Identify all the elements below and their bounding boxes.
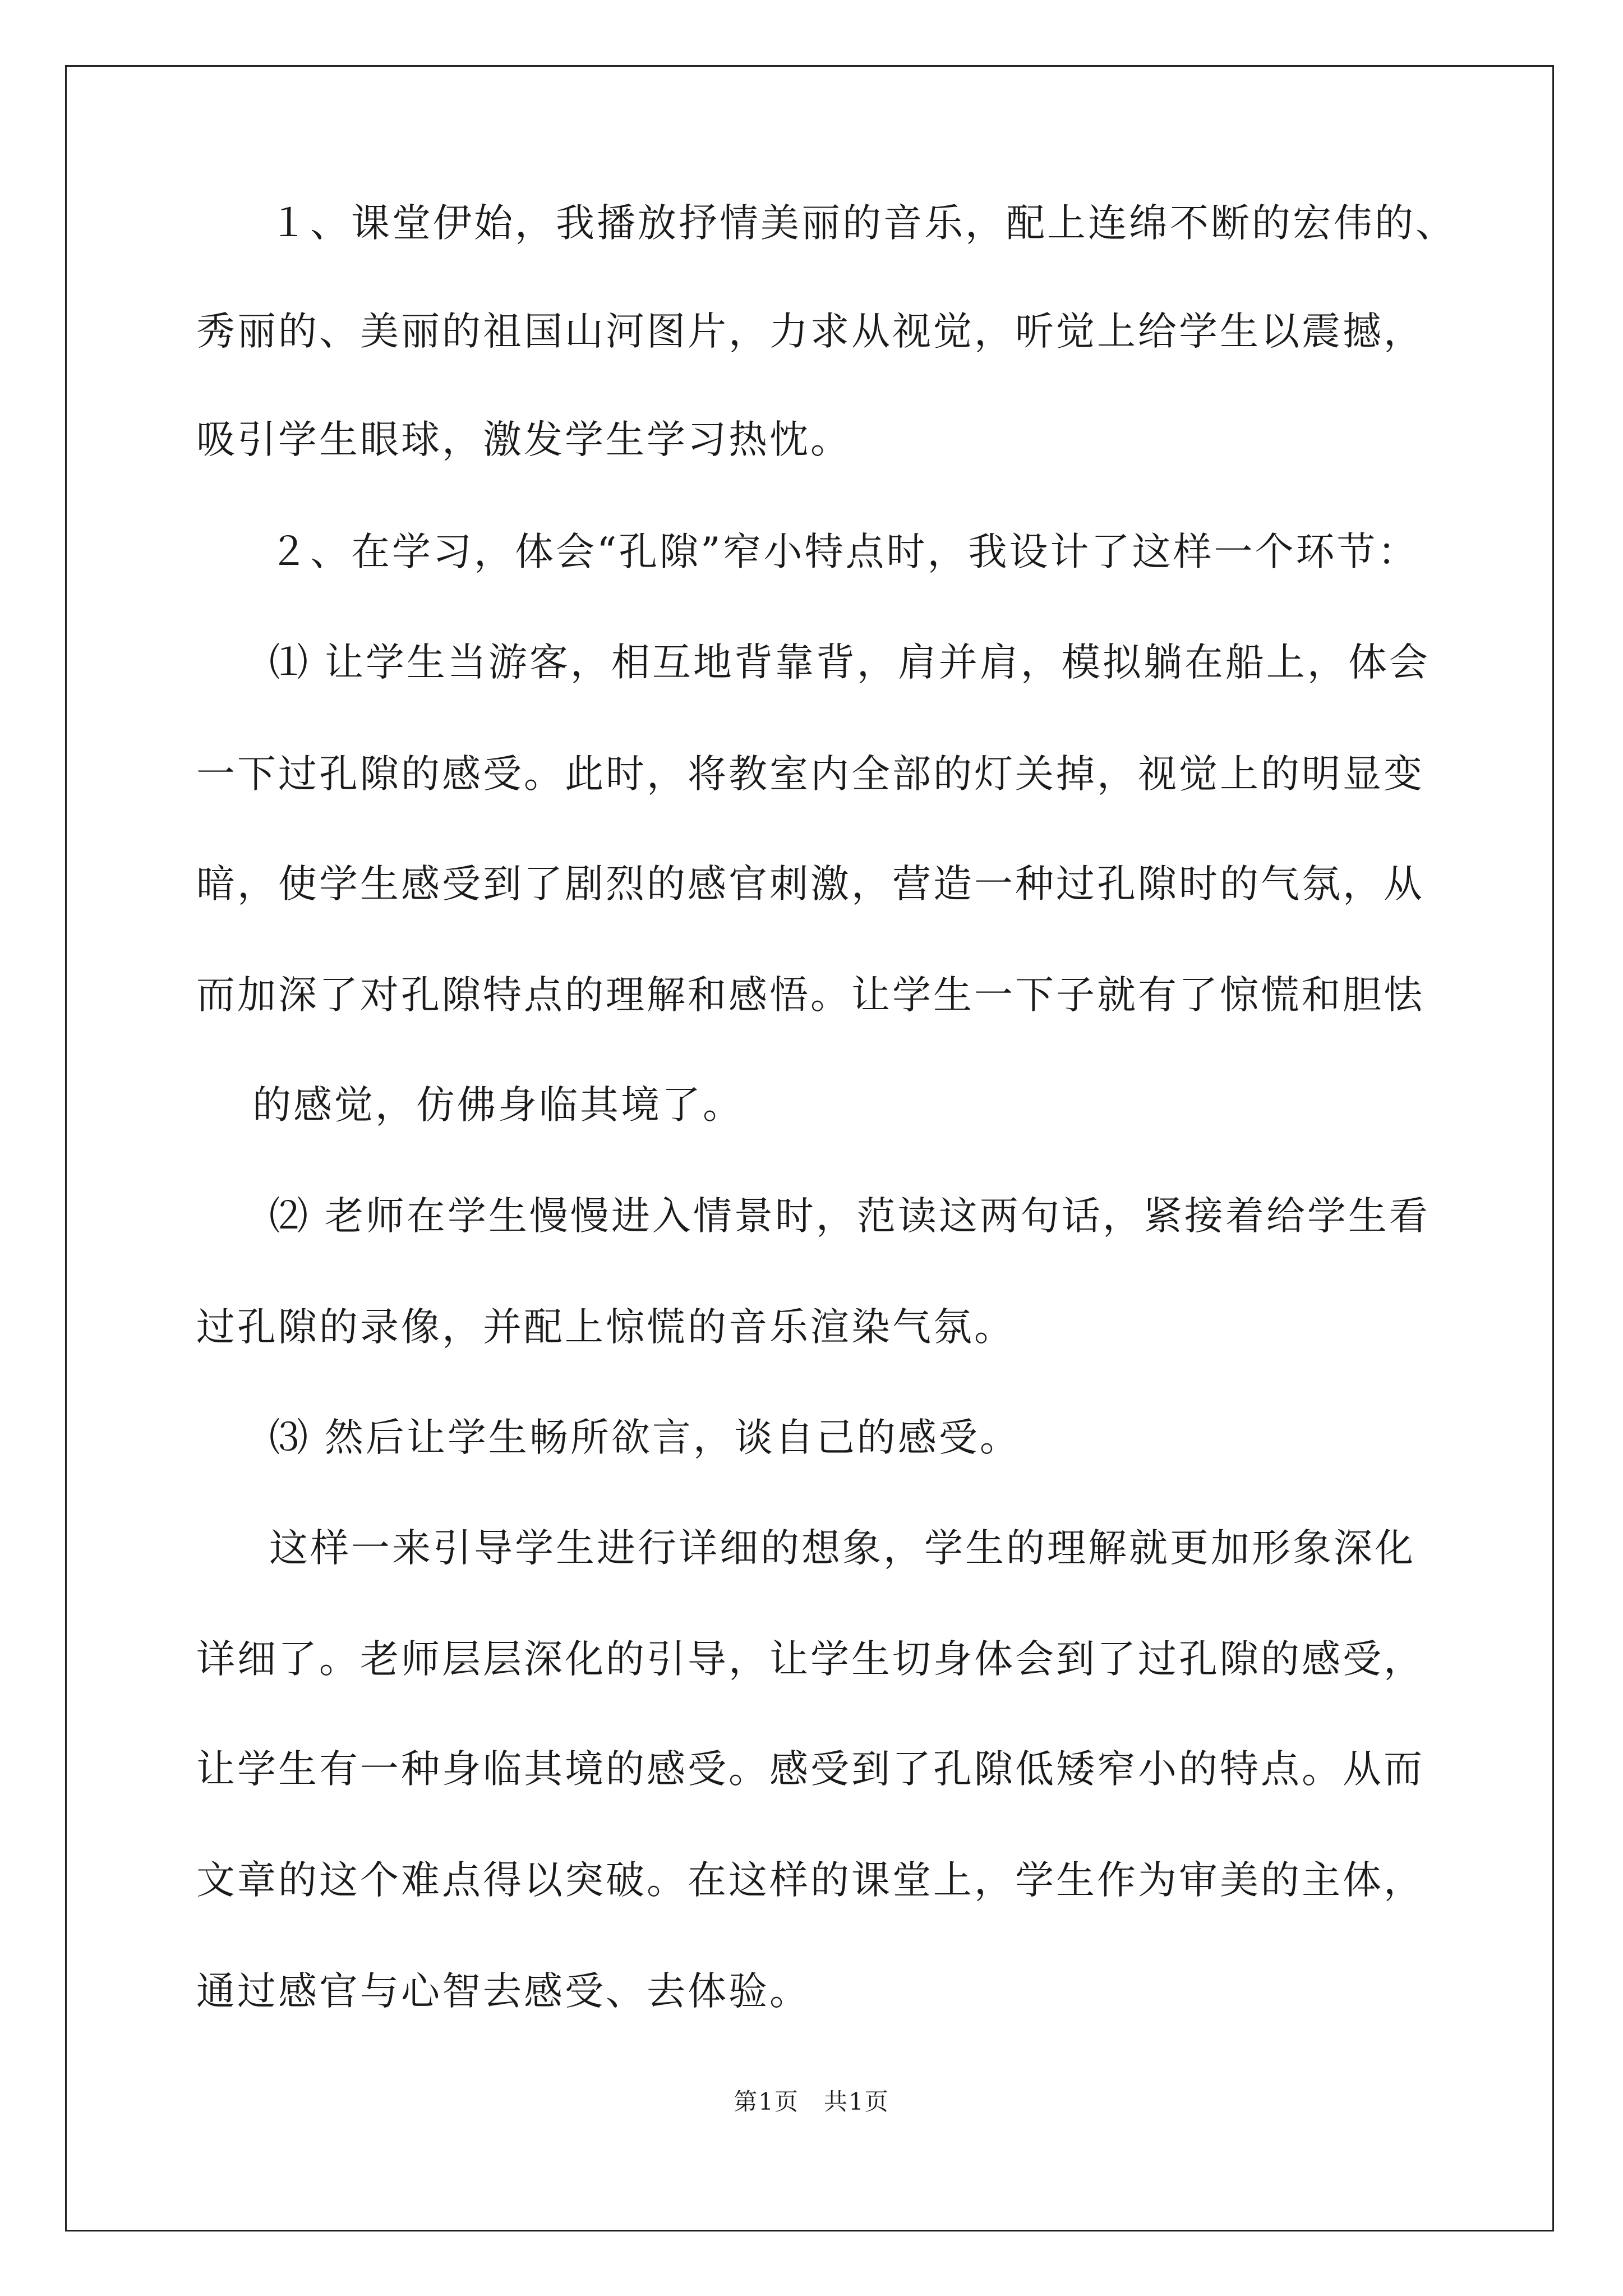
item-1-line-1: ⑴ 让学生当游客，相互地背靠背，肩并肩，模拟躺在船上，体会	[269, 640, 1430, 685]
item-3-line-1: ⑶ 然后让学生畅所欲言，谈自己的感受。	[269, 1415, 1021, 1460]
paragraph-3-line-2: 详细了。老师层层深化的引导，让学生切身体会到了过孔隙的感受，	[196, 1637, 1424, 1682]
paragraph-1-line-1: １、课堂伊始，我播放抒情美丽的音乐，配上连绵不断的宏伟的、	[269, 201, 1456, 246]
item-2-line-1: ⑵ 老师在学生慢慢进入情景时，范读这两句话，紧接着给学生看	[269, 1194, 1430, 1239]
page-number-footer: 第1页 共1页	[734, 2088, 889, 2115]
item-1-line-3: 暗，使学生感受到了剧烈的感官刺激，营造一种过孔隙时的气氛，从	[196, 862, 1424, 907]
paragraph-3-line-1: 这样一来引导学生进行详细的想象，学生的理解就更加形象深化	[269, 1526, 1415, 1571]
item-1-line-4: 而加深了对孔隙特点的理解和感悟。让学生一下子就有了惊慌和胆怯	[196, 973, 1424, 1018]
paragraph-1-line-2: 秀丽的、美丽的祖国山河图片，力求从视觉，听觉上给学生以震撼，	[196, 309, 1424, 354]
item-1-line-5: 的感觉，仿佛身临其境了。	[252, 1083, 744, 1128]
paragraph-3-line-3: 让学生有一种身临其境的感受。感受到了孔隙低矮窄小的特点。从而	[196, 1747, 1424, 1792]
item-2-line-2: 过孔隙的录像，并配上惊慌的音乐渲染气氛。	[196, 1305, 1015, 1350]
paragraph-2-line-1: ２、在学习，体会“孔隙”窄小特点时，我设计了这样一个环节：	[269, 530, 1419, 574]
paragraph-3-line-4: 文章的这个难点得以突破。在这样的课堂上，学生作为审美的主体，	[196, 1858, 1424, 1903]
paragraph-1-line-3: 吸引学生眼球，激发学生学习热忱。	[196, 417, 851, 462]
paragraph-3-line-5: 通过感官与心智去感受、去体验。	[196, 1969, 810, 2014]
item-1-line-2: 一下过孔隙的感受。此时，将教室内全部的灯关掉，视觉上的明显变	[196, 752, 1424, 797]
